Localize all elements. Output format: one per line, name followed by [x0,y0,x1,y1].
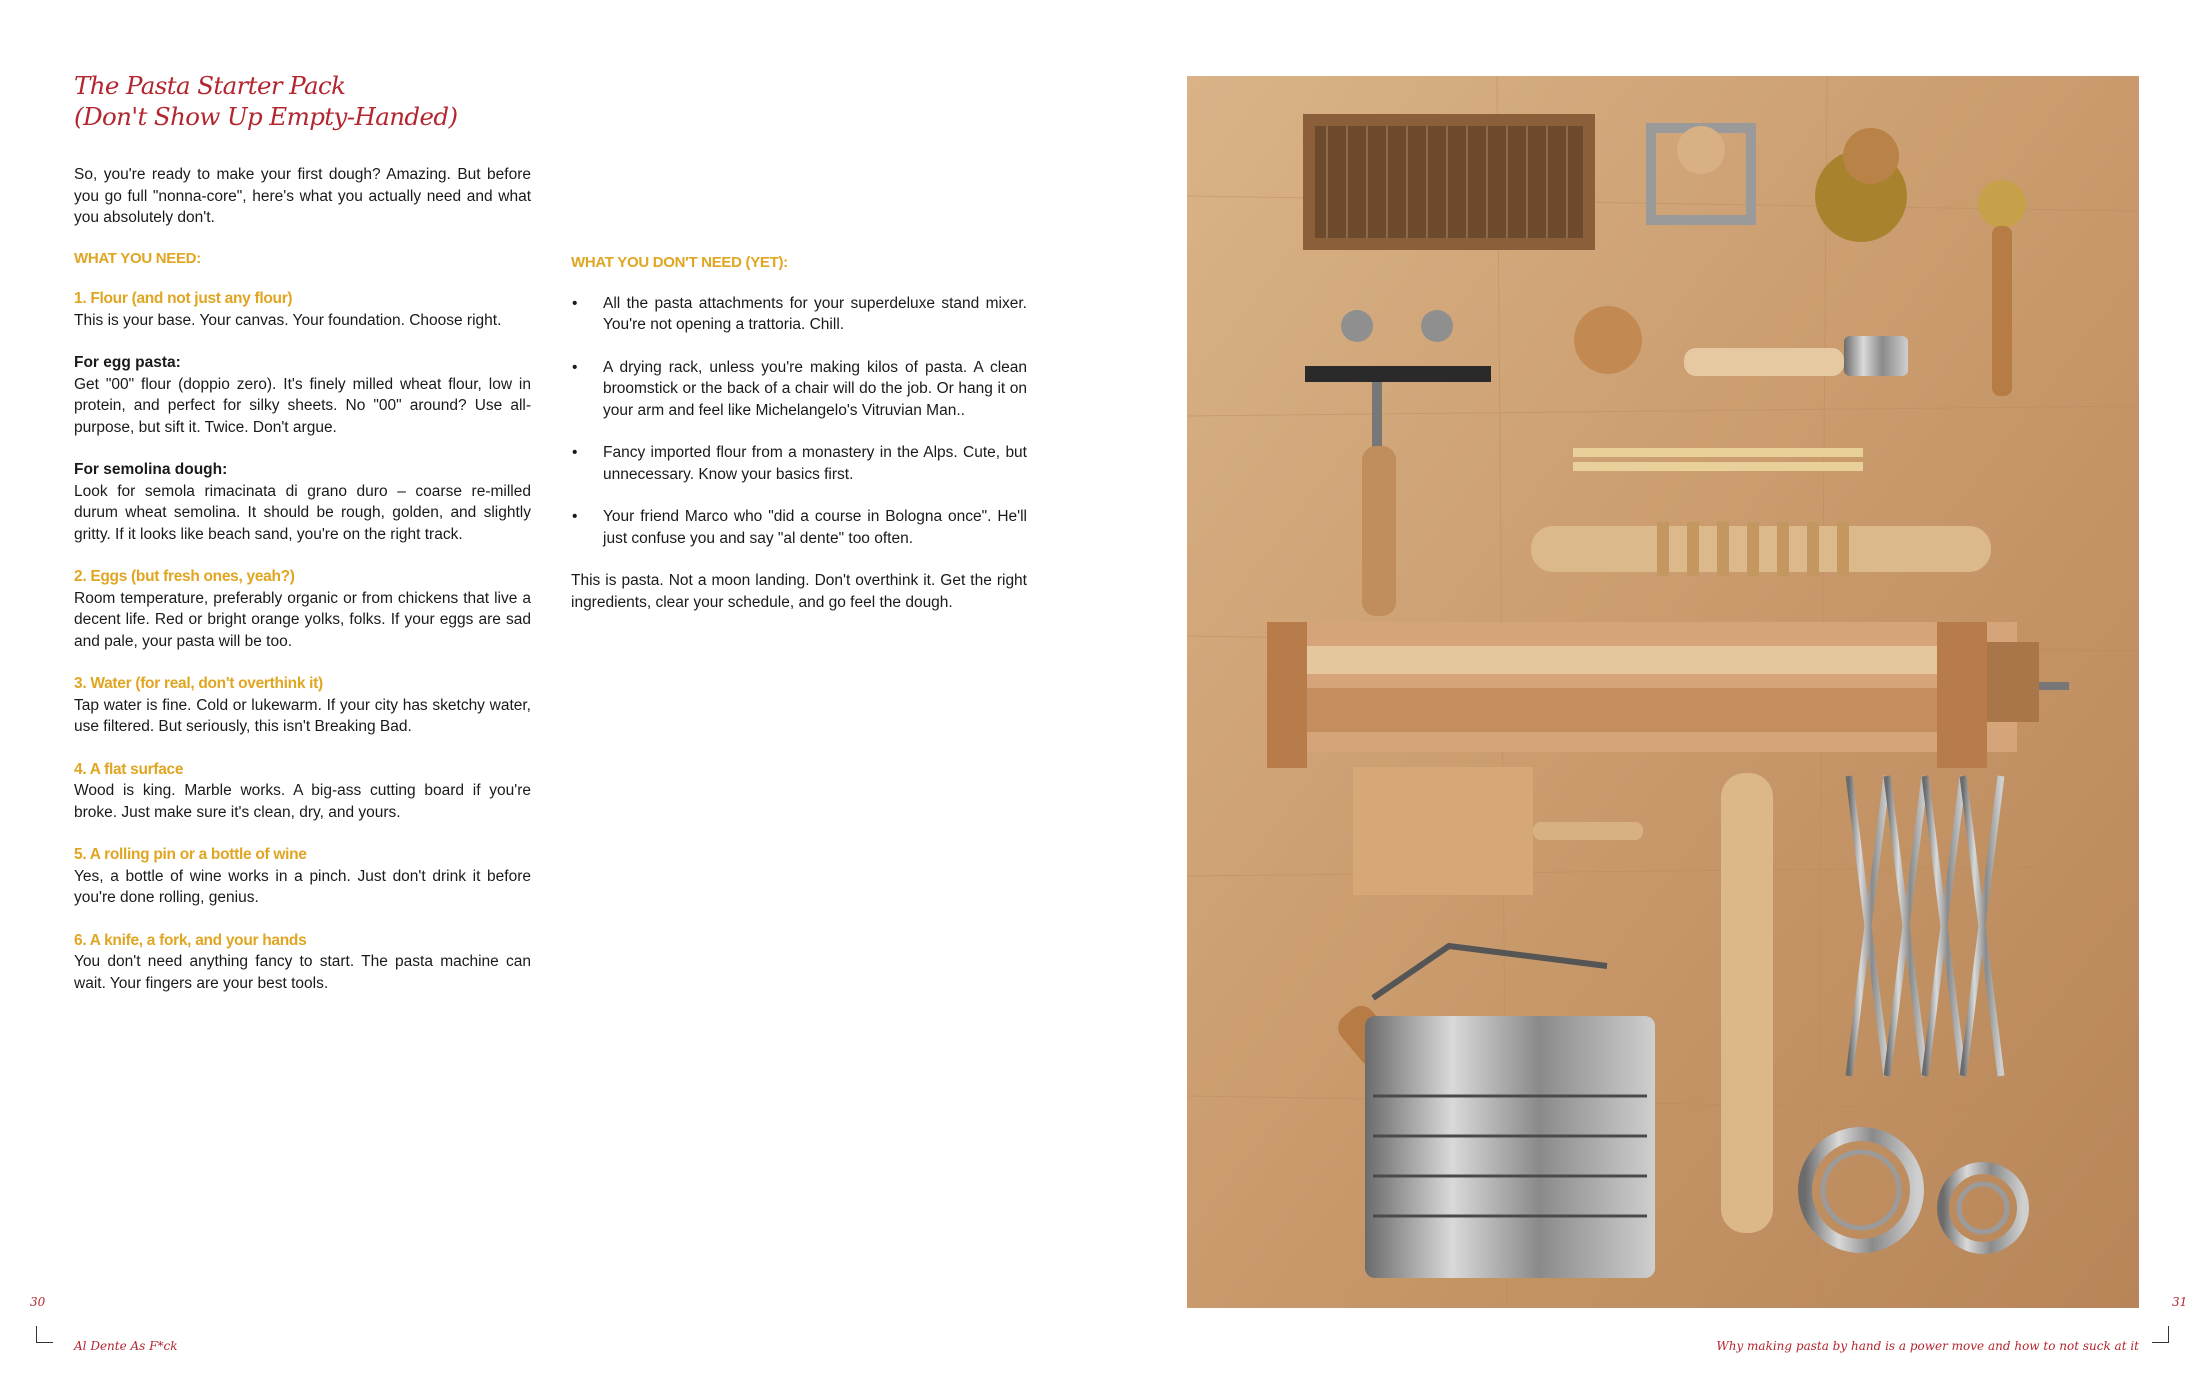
need-item-flour [74,288,531,331]
list-item-text: All the pasta attachments for your superdeluxe stand mixer. You're not opening a trattoria. Chill. [603,294,1027,333]
item-title: 3. Water (for real, don't overthink it) [74,675,323,692]
ridged-rolling-pin [1531,526,1991,572]
egg-pasta-block [74,352,531,438]
list-item [571,293,1027,336]
wooden-ball [1574,306,1642,374]
list-item [571,442,1027,485]
list-item-text: A drying rack, unless you're making kilos of pasta. A clean broomstick or the back of a chair will do the job. Or hang it on your arm and feel like Michelangelo's Vitruvian Man.. [603,358,1027,419]
footer-book-title: Al Dente As F*ck [74,1339,178,1353]
list-item [571,357,1027,422]
bullet-icon: • [572,294,578,312]
list-item-text: Your friend Marco who "did a course in Bologna once". He'll just confuse you and say "al dente" too often. [603,508,1027,547]
title-line-1: The Pasta Starter Pack [74,71,346,100]
item-title: 1. Flour (and not just any flour) [74,290,293,307]
closing-paragraph: This is pasta. Not a moon landing. Don't overthink it. Get the right ingredients, clear your schedule, and go feel the dough. [571,572,1027,611]
crop-mark-icon [36,1326,53,1343]
title-line-2: (Don't Show Up Empty-Handed) [74,102,458,131]
rolling-pin [1721,773,1773,1233]
drying-rack [1267,622,2069,768]
item-text: This is your base. Your canvas. Your foundation. Choose right. [74,311,502,329]
roller-cutter [1844,336,1908,376]
bullet-icon: • [572,508,578,525]
right-column [571,164,1027,613]
bullet-icon: • [572,444,578,461]
semolina-text: Look for semola rimacinata di grano duro – coarse re-milled durum wheat semolina. It should be rough, golden, and slightly gritty. If it looks like beach sand, you're on the right track. [74,482,531,543]
page-title [74,70,457,132]
roller-handle [1684,348,1844,376]
page-number-right: 31 [2172,1295,2188,1309]
item-title: 6. A knife, a fork, and your hands [74,931,307,949]
item-text: Wood is king. Marble works. A big-ass cutting board if you're broke. Just make sure it's clean, dry, and yours. [74,782,531,821]
need-item-surface [74,759,531,824]
egg-pasta-title: For egg pasta: [74,354,181,371]
need-item-water [74,673,531,738]
garganelli-stick [1573,448,1863,457]
chitarra-board [1303,114,1595,250]
item-text: Room temperature, preferably organic or from chickens that live a decent life. Red or bright orange yolks, folks. If your eggs are sad and pale, your pasta will be too. [74,589,531,650]
left-column [74,164,531,1015]
item-title: 5. A rolling pin or a bottle of wine [74,846,307,863]
semolina-block [74,459,531,545]
need-item-eggs [74,566,531,652]
garganelli-stick [1573,462,1863,471]
footer-chapter-title: Why making pasta by hand is a power move and how to not suck at it [1716,1339,2139,1353]
semolina-title: For semolina dough: [74,461,228,478]
page-number-left: 30 [30,1295,46,1309]
pasta-tools-photo [1187,76,2139,1308]
gnocchi-board [1353,767,1533,895]
bullet-icon: • [572,358,578,376]
pastry-wheel [1978,180,2026,228]
item-text: Tap water is fine. Cold or lukewarm. If your city has sketchy water, use filtered. But seriously, this isn't Breaking Bad. [74,696,531,735]
dont-need-list [571,293,1027,550]
item-title: 2. Eggs (but fresh ones, yeah?) [74,568,295,585]
need-heading: WHAT YOU NEED: [74,249,201,267]
need-item-knife [74,930,531,995]
list-item-text: Fancy imported flour from a monastery in the Alps. Cute, but unnecessary. Know your basics first. [603,444,1027,483]
item-text: You don't need anything fancy to start. The pasta machine can wait. Your fingers are your best tools. [74,953,531,992]
dont-need-heading: WHAT YOU DON'T NEED (YET): [571,254,788,271]
list-item [571,506,1027,549]
stamp-knob [1677,126,1725,174]
egg-pasta-text: Get "00" flour (doppio zero). It's finely milled wheat flour, low in protein, and perfect for silky sheets. No "00" around? Use all-purpose, but sift it. Twice. Don't argue. [74,375,531,436]
item-title: 4. A flat surface [74,760,184,778]
need-item-rolling-pin [74,844,531,909]
crop-mark-icon [2152,1326,2169,1343]
item-text: Yes, a bottle of wine works in a pinch. Just don't drink it before you're done rolling, genius. [74,867,531,906]
intro-paragraph: So, you're ready to make your first dough? Amazing. But before you go full "nonna-core", here's what you actually need and what you absolutely don't. [74,166,531,226]
